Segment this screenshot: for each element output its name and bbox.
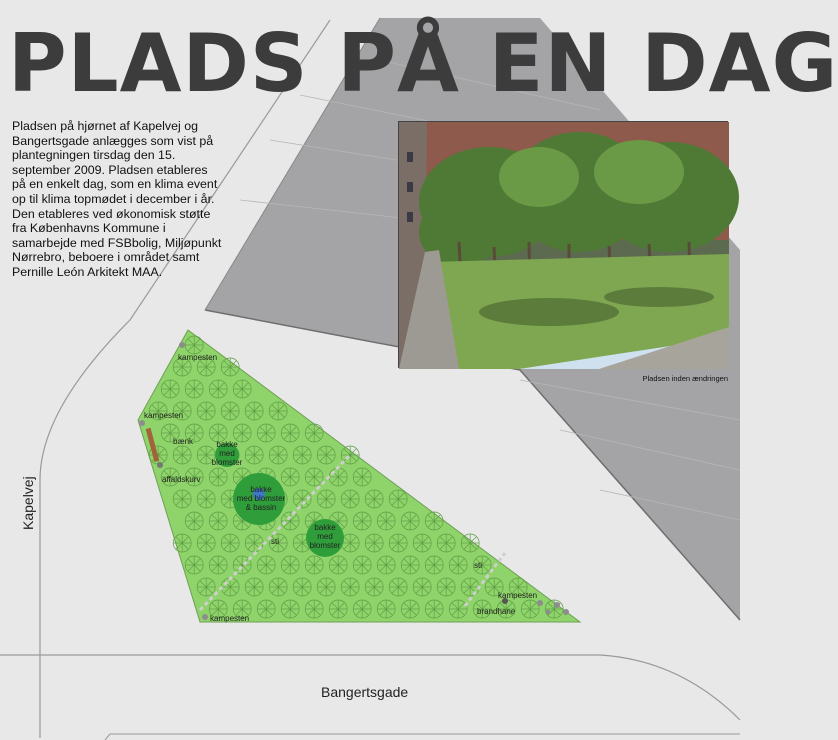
- page-title: PLADS PÅ EN DAG: [8, 17, 838, 110]
- tree-crown: [389, 578, 407, 596]
- tree-crown: [521, 600, 539, 618]
- tree-crown: [257, 556, 275, 574]
- site-photo: [398, 121, 728, 368]
- tree-crown: [329, 468, 347, 486]
- tree-crown: [197, 534, 215, 552]
- tree-crown: [305, 468, 323, 486]
- tree-crown: [269, 402, 287, 420]
- tree-crown: [425, 600, 443, 618]
- tree-crown: [389, 490, 407, 508]
- tree-crown: [365, 534, 383, 552]
- tree-crown: [365, 490, 383, 508]
- tree-crown: [173, 534, 191, 552]
- tree-crown: [377, 512, 395, 530]
- tree-crown: [245, 446, 263, 464]
- tree-crown: [305, 424, 323, 442]
- tree-crown: [281, 556, 299, 574]
- tree-crown: [281, 512, 299, 530]
- trash-bin: [157, 462, 163, 468]
- label-kampesten-left: kampesten: [144, 411, 184, 420]
- label-affaldskurv: affaldskurv: [162, 475, 201, 484]
- label-brandhane: brandhane: [477, 607, 516, 616]
- tree-crown: [353, 468, 371, 486]
- label-mound-basin: bakke med blomster & bassin: [236, 485, 286, 512]
- tree-crown: [209, 556, 227, 574]
- tree-crown: [305, 600, 323, 618]
- tree-crown: [281, 424, 299, 442]
- tree-crown: [281, 600, 299, 618]
- tree-crown: [353, 600, 371, 618]
- tree-crown: [173, 490, 191, 508]
- tree-crown: [377, 556, 395, 574]
- tree-crown: [545, 600, 563, 618]
- tree-crown: [413, 534, 431, 552]
- tree-crown: [185, 512, 203, 530]
- tree-crown: [401, 600, 419, 618]
- tree-crown: [209, 468, 227, 486]
- tree-crown: [197, 402, 215, 420]
- tree-crown: [173, 446, 191, 464]
- tree-crown: [353, 512, 371, 530]
- tree-crown: [437, 578, 455, 596]
- tree-crown: [425, 556, 443, 574]
- tree-crown: [185, 380, 203, 398]
- tree-crown: [389, 534, 407, 552]
- tree-crown: [245, 402, 263, 420]
- tree-crown: [209, 512, 227, 530]
- tree-crown: [329, 556, 347, 574]
- tree-crown: [341, 578, 359, 596]
- tree-crown: [449, 556, 467, 574]
- tree-crown: [317, 578, 335, 596]
- tree-crown: [293, 578, 311, 596]
- tree-crown: [161, 380, 179, 398]
- tree-crown: [461, 534, 479, 552]
- tree-crown: [365, 578, 383, 596]
- tree-crown: [461, 578, 479, 596]
- tree-crown: [281, 468, 299, 486]
- label-baenk: bænk: [173, 437, 194, 446]
- tree-crown: [257, 600, 275, 618]
- tree-crown: [353, 556, 371, 574]
- tree-crown: [305, 556, 323, 574]
- label-kampesten-top: kampesten: [178, 353, 218, 362]
- tree-crown: [245, 578, 263, 596]
- label-sti-right: sti: [474, 561, 482, 570]
- tree-crown: [185, 556, 203, 574]
- tree-crown: [269, 446, 287, 464]
- label-kampesten-right: kampesten: [498, 591, 538, 600]
- tree-crown: [401, 556, 419, 574]
- tree-crown: [221, 402, 239, 420]
- label-mound-2: bakke med blomster: [309, 523, 341, 550]
- tree-crown: [269, 578, 287, 596]
- tree-crown: [437, 534, 455, 552]
- tree-crown: [257, 424, 275, 442]
- label-mound-1: bakke med blomster: [211, 440, 243, 467]
- street-label-bangertsgade: Bangertsgade: [321, 684, 409, 700]
- tree-crown: [377, 600, 395, 618]
- tree-crown: [221, 534, 239, 552]
- tree-crown: [341, 490, 359, 508]
- label-kampesten-bottom: kampesten: [210, 614, 250, 623]
- tree-crown: [233, 380, 251, 398]
- tree-crown: [209, 380, 227, 398]
- tree-crown: [449, 600, 467, 618]
- road-edge-bottom2: [105, 734, 740, 740]
- tree-crown: [197, 490, 215, 508]
- tree-crown: [329, 600, 347, 618]
- tree-crown: [425, 512, 443, 530]
- tree-crown: [185, 336, 203, 354]
- intro-paragraph: Pladsen på hjørnet af Kapelvej og Bangertsgade anlægges som vist på plantegningen tirsdag den 15. september 2009. Pladsen etableres på en enkelt dag, som en klima event op til klima topmødet i december i år. Den etableres ved økonomisk støtte fra Københavns Kommune i samarbejde med FSBbolig, Miljøpunkt Nørrebro, beboere i området samt Pernille León Arkitekt MAA.: [12, 119, 222, 279]
- tree-crown: [413, 578, 431, 596]
- label-sti-center: sti: [271, 537, 279, 546]
- tree-crown: [221, 358, 239, 376]
- tree-crown: [293, 446, 311, 464]
- photo-caption: Pladsen inden ændringen: [642, 374, 728, 383]
- tree-crown: [317, 490, 335, 508]
- tree-crown: [401, 512, 419, 530]
- tree-crown: [317, 446, 335, 464]
- tree-crown: [197, 578, 215, 596]
- street-label-kapelvej: Kapelvej: [20, 476, 36, 530]
